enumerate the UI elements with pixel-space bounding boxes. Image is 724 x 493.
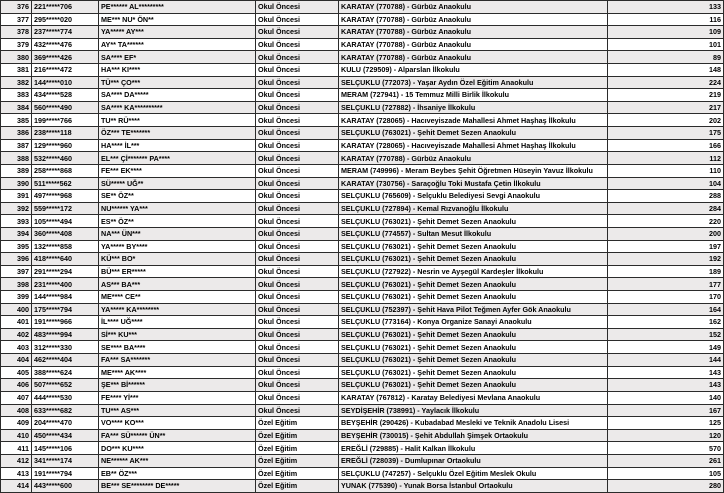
row-id: 450*****434 xyxy=(32,429,99,442)
row-school: SELÇUKLU (727922) - Nesrin ve Ayşegül Kardeşler İlkokulu xyxy=(339,265,608,278)
table-row xyxy=(1,379,724,392)
row-id: 258*****868 xyxy=(32,164,99,177)
table-row xyxy=(1,366,724,379)
row-rank: 405 xyxy=(1,366,32,379)
row-level: Özel Eğitim xyxy=(256,429,339,442)
table-row xyxy=(1,114,724,127)
row-id: 497*****968 xyxy=(32,190,99,203)
row-school: MERAM (749996) - Meram Beybes Şehit Öğretmen Hüseyin Yavuz İlkokulu xyxy=(339,164,608,177)
table-row xyxy=(1,177,724,190)
row-rank: 391 xyxy=(1,190,32,203)
row-level: Okul Öncesi xyxy=(256,76,339,89)
row-id: 216*****472 xyxy=(32,64,99,77)
row-score: 280 xyxy=(608,480,724,493)
row-score: 175 xyxy=(608,127,724,140)
table-row xyxy=(1,404,724,417)
row-name: NE****** AK*** xyxy=(99,454,256,467)
row-score: 177 xyxy=(608,278,724,291)
row-score: 148 xyxy=(608,64,724,77)
row-school: SELÇUKLU (773164) - Konya Organize Sanayi Anaokulu xyxy=(339,316,608,329)
row-rank: 412 xyxy=(1,454,32,467)
row-name: ÖZ*** TE******* xyxy=(99,127,256,140)
row-rank: 397 xyxy=(1,265,32,278)
row-name: FA*** SÜ****** ÜN** xyxy=(99,429,256,442)
table-row xyxy=(1,227,724,240)
table-row xyxy=(1,51,724,64)
row-name: VO**** KO*** xyxy=(99,417,256,430)
row-id: 291*****294 xyxy=(32,265,99,278)
table-row xyxy=(1,278,724,291)
table-row xyxy=(1,341,724,354)
row-score: 120 xyxy=(608,429,724,442)
row-id: 432*****476 xyxy=(32,38,99,51)
row-name: SA**** KA********** xyxy=(99,101,256,114)
row-name: DO*** KU**** xyxy=(99,442,256,455)
row-level: Okul Öncesi xyxy=(256,303,339,316)
table-row xyxy=(1,1,724,14)
row-name: NU****** YA*** xyxy=(99,202,256,215)
row-rank: 394 xyxy=(1,227,32,240)
row-rank: 392 xyxy=(1,202,32,215)
table-row xyxy=(1,127,724,140)
row-score: 143 xyxy=(608,379,724,392)
row-rank: 403 xyxy=(1,341,32,354)
row-score: 224 xyxy=(608,76,724,89)
row-rank: 399 xyxy=(1,291,32,304)
row-id: 511*****562 xyxy=(32,177,99,190)
row-level: Özel Eğitim xyxy=(256,467,339,480)
row-score: 197 xyxy=(608,240,724,253)
row-rank: 404 xyxy=(1,354,32,367)
row-id: 532*****460 xyxy=(32,152,99,165)
row-rank: 382 xyxy=(1,76,32,89)
row-score: 167 xyxy=(608,404,724,417)
row-school: KARATAY (770788) - Gürbüz Anaokulu xyxy=(339,38,608,51)
row-score: 261 xyxy=(608,454,724,467)
table-row xyxy=(1,202,724,215)
row-level: Okul Öncesi xyxy=(256,391,339,404)
row-score: 220 xyxy=(608,215,724,228)
row-rank: 388 xyxy=(1,152,32,165)
row-school: SELÇUKLU (763021) - Şehit Demet Sezen Anaokulu xyxy=(339,328,608,341)
table-row xyxy=(1,303,724,316)
row-score: 105 xyxy=(608,467,724,480)
row-rank: 396 xyxy=(1,253,32,266)
row-name: YA***** AY*** xyxy=(99,26,256,39)
row-name: FE**** Yİ*** xyxy=(99,391,256,404)
row-rank: 414 xyxy=(1,480,32,493)
row-rank: 379 xyxy=(1,38,32,51)
row-id: 221*****706 xyxy=(32,1,99,14)
row-level: Okul Öncesi xyxy=(256,328,339,341)
row-name: Sİ*** KU*** xyxy=(99,328,256,341)
row-score: 570 xyxy=(608,442,724,455)
row-rank: 407 xyxy=(1,391,32,404)
row-score: 152 xyxy=(608,328,724,341)
row-level: Okul Öncesi xyxy=(256,227,339,240)
row-name: TÜ*** ÇO*** xyxy=(99,76,256,89)
row-id: 444*****530 xyxy=(32,391,99,404)
row-rank: 413 xyxy=(1,467,32,480)
row-rank: 381 xyxy=(1,64,32,77)
row-level: Okul Öncesi xyxy=(256,101,339,114)
row-score: 109 xyxy=(608,26,724,39)
row-level: Okul Öncesi xyxy=(256,253,339,266)
row-score: 116 xyxy=(608,13,724,26)
row-level: Okul Öncesi xyxy=(256,13,339,26)
table-row xyxy=(1,101,724,114)
row-school: SELÇUKLU (727882) - İhsaniye İlkokulu xyxy=(339,101,608,114)
row-name: HA*** KI**** xyxy=(99,64,256,77)
row-level: Okul Öncesi xyxy=(256,291,339,304)
row-id: 231*****400 xyxy=(32,278,99,291)
row-school: KARATAY (770788) - Gürbüz Anaokulu xyxy=(339,51,608,64)
row-score: 133 xyxy=(608,1,724,14)
row-level: Okul Öncesi xyxy=(256,64,339,77)
row-school: SELÇUKLU (763021) - Şehit Demet Sezen Anaokulu xyxy=(339,240,608,253)
row-school: SELÇUKLU (727894) - Kemal Rızvanoğlu İlkokulu xyxy=(339,202,608,215)
row-id: 145*****106 xyxy=(32,442,99,455)
table-row xyxy=(1,442,724,455)
row-level: Özel Eğitim xyxy=(256,454,339,467)
row-school: EREĞLİ (729885) - Halit Kalkan İlkokulu xyxy=(339,442,608,455)
row-id: 341*****174 xyxy=(32,454,99,467)
row-id: 105*****494 xyxy=(32,215,99,228)
row-name: SÜ***** UĞ** xyxy=(99,177,256,190)
row-name: FE*** EK**** xyxy=(99,164,256,177)
row-score: 125 xyxy=(608,417,724,430)
row-score: 89 xyxy=(608,51,724,64)
row-school: SELÇUKLU (763021) - Şehit Demet Sezen Anaokulu xyxy=(339,341,608,354)
row-school: EREĞLİ (728039) - Dumlupınar Ortaokulu xyxy=(339,454,608,467)
table-row xyxy=(1,190,724,203)
table-row xyxy=(1,417,724,430)
row-rank: 402 xyxy=(1,328,32,341)
row-level: Okul Öncesi xyxy=(256,379,339,392)
row-rank: 377 xyxy=(1,13,32,26)
row-name: SA**** DA***** xyxy=(99,89,256,102)
row-level: Okul Öncesi xyxy=(256,278,339,291)
row-school: KARATAY (770788) - Gürbüz Anaokulu xyxy=(339,26,608,39)
table-row xyxy=(1,89,724,102)
row-score: 217 xyxy=(608,101,724,114)
row-name: AS*** BA*** xyxy=(99,278,256,291)
row-level: Okul Öncesi xyxy=(256,177,339,190)
row-level: Okul Öncesi xyxy=(256,114,339,127)
table-row xyxy=(1,291,724,304)
table-row xyxy=(1,152,724,165)
row-rank: 411 xyxy=(1,442,32,455)
table-row xyxy=(1,26,724,39)
row-rank: 398 xyxy=(1,278,32,291)
row-score: 144 xyxy=(608,354,724,367)
row-id: 559*****172 xyxy=(32,202,99,215)
row-rank: 408 xyxy=(1,404,32,417)
row-score: 162 xyxy=(608,316,724,329)
row-id: 238*****118 xyxy=(32,127,99,140)
row-rank: 378 xyxy=(1,26,32,39)
row-name: SA**** EF* xyxy=(99,51,256,64)
row-name: HA**** İL*** xyxy=(99,139,256,152)
row-name: PE****** AL********* xyxy=(99,1,256,14)
row-school: KARATAY (770788) - Gürbüz Anaokulu xyxy=(339,13,608,26)
row-score: 166 xyxy=(608,139,724,152)
row-score: 149 xyxy=(608,341,724,354)
table-row xyxy=(1,429,724,442)
table-row xyxy=(1,240,724,253)
row-rank: 409 xyxy=(1,417,32,430)
row-level: Özel Eğitim xyxy=(256,480,339,493)
row-score: 189 xyxy=(608,265,724,278)
table-row xyxy=(1,480,724,493)
row-level: Özel Eğitim xyxy=(256,417,339,430)
row-school: MERAM (727941) - 15 Temmuz Milli Birlik İlkokulu xyxy=(339,89,608,102)
row-school: KULU (729509) - Alparslan İlkokulu xyxy=(339,64,608,77)
row-score: 143 xyxy=(608,366,724,379)
row-rank: 376 xyxy=(1,1,32,14)
row-school: KARATAY (730756) - Saraçoğlu Toki Mustafa Çetin İlkokulu xyxy=(339,177,608,190)
row-school: SELÇUKLU (763021) - Şehit Demet Sezen Anaokulu xyxy=(339,291,608,304)
row-school: SELÇUKLU (763021) - Şehit Demet Sezen Anaokulu xyxy=(339,253,608,266)
row-rank: 406 xyxy=(1,379,32,392)
row-level: Okul Öncesi xyxy=(256,341,339,354)
row-score: 164 xyxy=(608,303,724,316)
row-id: 312*****330 xyxy=(32,341,99,354)
row-school: SEYDİŞEHİR (738991) - Yaylacık İlkokulu xyxy=(339,404,608,417)
row-score: 288 xyxy=(608,190,724,203)
table-row xyxy=(1,13,724,26)
row-id: 360*****408 xyxy=(32,227,99,240)
row-score: 192 xyxy=(608,253,724,266)
row-id: 191*****966 xyxy=(32,316,99,329)
row-level: Okul Öncesi xyxy=(256,202,339,215)
row-rank: 393 xyxy=(1,215,32,228)
row-name: İL**** UĞ**** xyxy=(99,316,256,329)
row-level: Okul Öncesi xyxy=(256,127,339,140)
table-row xyxy=(1,76,724,89)
row-school: SELÇUKLU (763021) - Şehit Demet Sezen Anaokulu xyxy=(339,366,608,379)
row-name: YA***** BY**** xyxy=(99,240,256,253)
table-row xyxy=(1,139,724,152)
row-id: 129*****960 xyxy=(32,139,99,152)
row-name: SE**** BA**** xyxy=(99,341,256,354)
row-rank: 410 xyxy=(1,429,32,442)
row-level: Okul Öncesi xyxy=(256,404,339,417)
row-school: SELÇUKLU (763021) - Şehit Demet Sezen Anaokulu xyxy=(339,215,608,228)
row-level: Okul Öncesi xyxy=(256,89,339,102)
row-score: 101 xyxy=(608,38,724,51)
results-table-body xyxy=(1,1,724,493)
row-score: 170 xyxy=(608,291,724,304)
row-id: 483*****994 xyxy=(32,328,99,341)
row-school: SELÇUKLU (747257) - Selçuklu Özel Eğitim Meslek Okulu xyxy=(339,467,608,480)
row-id: 369*****426 xyxy=(32,51,99,64)
row-id: 462*****404 xyxy=(32,354,99,367)
row-name: KÜ*** BO* xyxy=(99,253,256,266)
row-score: 202 xyxy=(608,114,724,127)
row-name: ŞE*** Bİ****** xyxy=(99,379,256,392)
row-school: YUNAK (775390) - Yunak Borsa İstanbul Ortaokulu xyxy=(339,480,608,493)
row-rank: 380 xyxy=(1,51,32,64)
row-name: BE*** SE******** DE***** xyxy=(99,480,256,493)
row-level: Okul Öncesi xyxy=(256,51,339,64)
row-level: Okul Öncesi xyxy=(256,164,339,177)
row-rank: 383 xyxy=(1,89,32,102)
row-level: Okul Öncesi xyxy=(256,265,339,278)
row-rank: 400 xyxy=(1,303,32,316)
table-row xyxy=(1,38,724,51)
row-name: ME**** CE** xyxy=(99,291,256,304)
row-id: 204*****470 xyxy=(32,417,99,430)
row-id: 191*****794 xyxy=(32,467,99,480)
row-id: 507*****652 xyxy=(32,379,99,392)
row-id: 199*****766 xyxy=(32,114,99,127)
row-score: 200 xyxy=(608,227,724,240)
table-row xyxy=(1,164,724,177)
row-id: 175*****794 xyxy=(32,303,99,316)
row-id: 633*****682 xyxy=(32,404,99,417)
row-level: Okul Öncesi xyxy=(256,1,339,14)
row-rank: 389 xyxy=(1,164,32,177)
row-name: ME*** NU* ÖN** xyxy=(99,13,256,26)
row-school: SELÇUKLU (763021) - Şehit Demet Sezen Anaokulu xyxy=(339,379,608,392)
row-level: Okul Öncesi xyxy=(256,240,339,253)
table-row xyxy=(1,64,724,77)
row-name: BÜ*** ER***** xyxy=(99,265,256,278)
row-name: YA***** KA******** xyxy=(99,303,256,316)
row-score: 112 xyxy=(608,152,724,165)
row-name: ME**** AK**** xyxy=(99,366,256,379)
table-row xyxy=(1,316,724,329)
row-school: SELÇUKLU (763021) - Şehit Demet Sezen Anaokulu xyxy=(339,127,608,140)
row-id: 443*****600 xyxy=(32,480,99,493)
row-rank: 395 xyxy=(1,240,32,253)
row-name: FA*** SA******* xyxy=(99,354,256,367)
row-level: Okul Öncesi xyxy=(256,366,339,379)
row-rank: 390 xyxy=(1,177,32,190)
table-row xyxy=(1,265,724,278)
row-name: TU** RÜ**** xyxy=(99,114,256,127)
row-school: KARATAY (728065) - Hacıveyiszade Mahallesi Ahmet Haşhaş İlkokulu xyxy=(339,139,608,152)
row-id: 295*****020 xyxy=(32,13,99,26)
row-id: 237*****774 xyxy=(32,26,99,39)
row-school: SELÇUKLU (772073) - Yaşar Aydın Özel Eğitim Anaokulu xyxy=(339,76,608,89)
row-level: Okul Öncesi xyxy=(256,316,339,329)
row-id: 388*****624 xyxy=(32,366,99,379)
row-school: KARATAY (770788) - Gürbüz Anaokulu xyxy=(339,152,608,165)
row-level: Okul Öncesi xyxy=(256,26,339,39)
row-rank: 385 xyxy=(1,114,32,127)
row-score: 104 xyxy=(608,177,724,190)
table-row xyxy=(1,253,724,266)
row-rank: 387 xyxy=(1,139,32,152)
row-score: 284 xyxy=(608,202,724,215)
row-school: KARATAY (770788) - Gürbüz Anaokulu xyxy=(339,1,608,14)
row-id: 434*****528 xyxy=(32,89,99,102)
row-school: SELÇUKLU (774557) - Sultan Mesut İlkokulu xyxy=(339,227,608,240)
table-row xyxy=(1,328,724,341)
row-id: 144*****984 xyxy=(32,291,99,304)
row-id: 418*****640 xyxy=(32,253,99,266)
row-level: Okul Öncesi xyxy=(256,190,339,203)
table-row xyxy=(1,215,724,228)
table-row xyxy=(1,454,724,467)
row-rank: 386 xyxy=(1,127,32,140)
row-school: KARATAY (767812) - Karatay Belediyesi Mevlana Anaokulu xyxy=(339,391,608,404)
row-school: SELÇUKLU (752397) - Şehit Hava Pilot Teğmen Ayfer Gök Anaokulu xyxy=(339,303,608,316)
row-id: 560*****490 xyxy=(32,101,99,114)
row-score: 219 xyxy=(608,89,724,102)
row-school: KARATAY (728065) - Hacıveyiszade Mahallesi Ahmet Haşhaş İlkokulu xyxy=(339,114,608,127)
row-school: SELÇUKLU (763021) - Şehit Demet Sezen Anaokulu xyxy=(339,354,608,367)
row-level: Okul Öncesi xyxy=(256,152,339,165)
row-id: 144*****010 xyxy=(32,76,99,89)
row-level: Özel Eğitim xyxy=(256,442,339,455)
row-level: Okul Öncesi xyxy=(256,354,339,367)
row-school: BEYŞEHİR (290426) - Kubadabad Mesleki ve Teknik Anadolu Lisesi xyxy=(339,417,608,430)
row-name: TU*** AS*** xyxy=(99,404,256,417)
row-name: NA*** ÜN*** xyxy=(99,227,256,240)
row-rank: 401 xyxy=(1,316,32,329)
row-level: Okul Öncesi xyxy=(256,215,339,228)
row-school: SELÇUKLU (765609) - Selçuklu Belediyesi Sevgi Anaokulu xyxy=(339,190,608,203)
row-level: Okul Öncesi xyxy=(256,38,339,51)
row-name: EB** ÖZ*** xyxy=(99,467,256,480)
row-score: 110 xyxy=(608,164,724,177)
row-name: ES** ÖZ** xyxy=(99,215,256,228)
row-rank: 384 xyxy=(1,101,32,114)
row-level: Okul Öncesi xyxy=(256,139,339,152)
table-row xyxy=(1,354,724,367)
table-row xyxy=(1,467,724,480)
row-school: SELÇUKLU (763021) - Şehit Demet Sezen Anaokulu xyxy=(339,278,608,291)
row-score: 140 xyxy=(608,391,724,404)
row-name: SE** ÖZ** xyxy=(99,190,256,203)
row-name: EL*** Çİ******* PA**** xyxy=(99,152,256,165)
row-school: BEYŞEHİR (730015) - Şehit Abdullah Şimşek Ortaokulu xyxy=(339,429,608,442)
table-row xyxy=(1,391,724,404)
row-id: 132*****858 xyxy=(32,240,99,253)
row-name: AY** TA****** xyxy=(99,38,256,51)
